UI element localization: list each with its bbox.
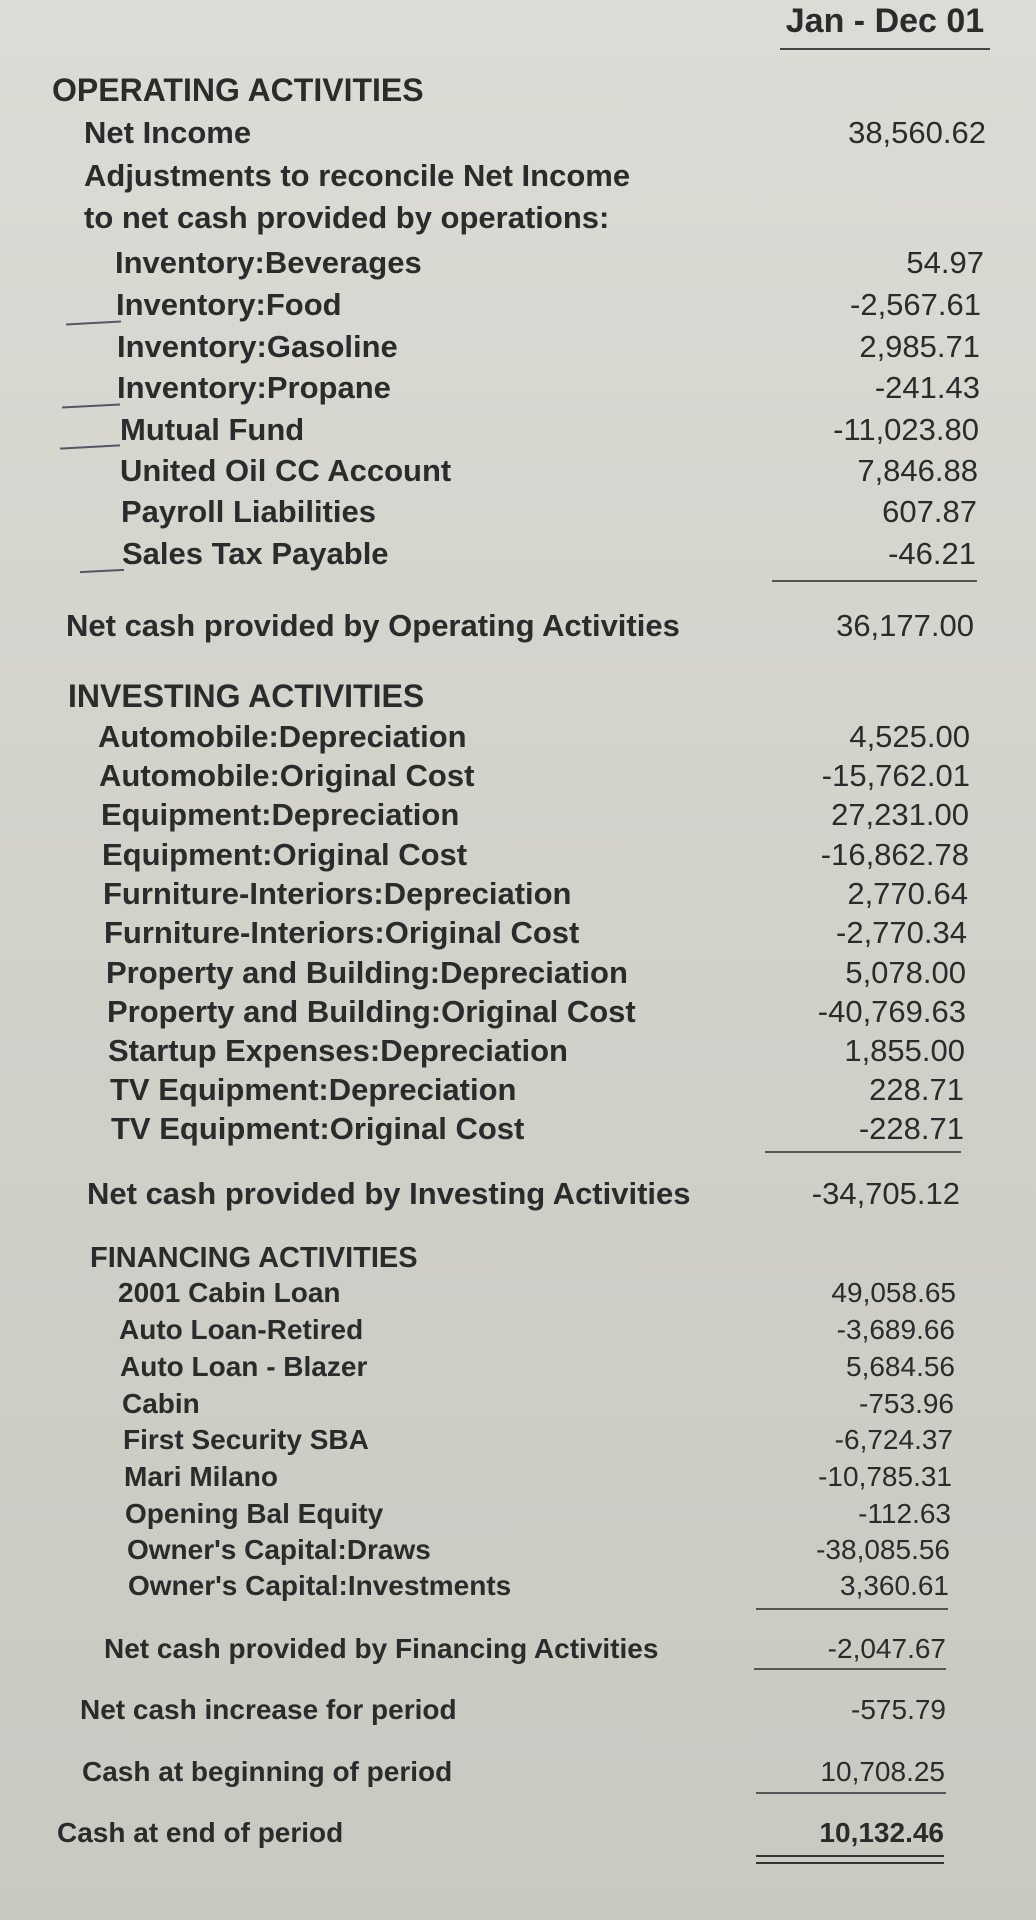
investing-item-amount: 5,078.00 (845, 955, 966, 990)
investing-item-label: Furniture-Interiors:Original Cost (104, 915, 580, 950)
financing-item-amount: -6,724.37 (834, 1424, 953, 1455)
cash-end-amount: 10,132.46 (819, 1817, 944, 1848)
financing-item-amount: 49,058.65 (831, 1277, 956, 1308)
adjustments-row-2 (0, 198, 1036, 238)
financing-item-amount: -112.63 (858, 1498, 951, 1529)
investing-item-row (0, 1109, 1036, 1149)
investing-item-row (0, 874, 1036, 914)
operating-heading-row (0, 70, 1036, 110)
operating-item-label: Inventory:Gasoline (117, 329, 398, 364)
operating-item-label: Inventory:Propane (117, 370, 391, 405)
financing-item-label: Owner's Capital:Draws (127, 1534, 431, 1565)
financing-total-label: Net cash provided by Financing Activities (104, 1633, 659, 1664)
financing-total-rule (754, 1668, 946, 1670)
investing-total-row (0, 1174, 1036, 1214)
cash-beginning-label: Cash at beginning of period (82, 1756, 453, 1787)
grand-total-double-rule (756, 1855, 944, 1864)
financing-item-row (0, 1530, 1036, 1570)
operating-item-label: Inventory:Food (116, 287, 342, 322)
financing-subtotal-rule (756, 1608, 948, 1610)
financing-item-amount: 5,684.56 (846, 1351, 955, 1382)
operating-total-amount: 36,177.00 (836, 608, 974, 643)
operating-item-amount: -46.21 (888, 536, 976, 571)
financing-item-row (0, 1347, 1036, 1387)
net-income-label: Net Income (84, 115, 252, 150)
net-income-amount: 38,560.62 (848, 115, 986, 150)
operating-item-amount: -241.43 (874, 370, 980, 405)
investing-item-row (0, 795, 1036, 835)
financing-item-label: First Security SBA (123, 1424, 369, 1455)
investing-item-amount: 2,770.64 (847, 876, 968, 911)
financing-total-amount: -2,047.67 (827, 1633, 946, 1664)
investing-item-amount: 1,855.00 (844, 1033, 965, 1068)
financing-item-amount: -10,785.31 (818, 1461, 952, 1492)
financing-item-label: Owner's Capital:Investments (128, 1570, 512, 1601)
net-increase-amount: -575.79 (851, 1694, 946, 1725)
investing-item-row (0, 953, 1036, 993)
adjustments-row-1 (0, 156, 1036, 196)
financing-item-label: Cabin (122, 1388, 200, 1419)
financing-item-label: 2001 Cabin Loan (118, 1277, 341, 1308)
financing-item-label: Opening Bal Equity (125, 1498, 384, 1529)
operating-item-amount: 607.87 (882, 494, 977, 529)
investing-item-row (0, 835, 1036, 875)
financing-item-row (0, 1310, 1036, 1350)
operating-item-row (0, 243, 1036, 283)
operating-item-amount: 54.97 (906, 245, 984, 280)
investing-item-amount: -16,862.78 (820, 837, 969, 872)
operating-total-label: Net cash provided by Operating Activities (66, 608, 680, 643)
operating-item-amount: 7,846.88 (857, 453, 978, 488)
investing-item-amount: 27,231.00 (831, 797, 969, 832)
financing-item-amount: -753.96 (859, 1388, 954, 1419)
investing-total-amount: -34,705.12 (811, 1176, 960, 1211)
financing-item-amount: -3,689.66 (836, 1314, 955, 1345)
investing-item-row (0, 1070, 1036, 1110)
operating-item-row (0, 368, 1036, 408)
operating-item-row (0, 534, 1036, 574)
investing-item-row (0, 992, 1036, 1032)
financing-item-row (0, 1273, 1036, 1313)
operating-item-row (0, 451, 1036, 491)
financing-heading-row (0, 1238, 1036, 1278)
net-income-row (0, 113, 1036, 153)
investing-item-label: Furniture-Interiors:Depreciation (103, 876, 572, 911)
operating-item-label: Payroll Liabilities (121, 494, 376, 529)
financing-item-row (0, 1384, 1036, 1424)
financing-item-label: Mari Milano (124, 1461, 279, 1492)
investing-item-amount: -40,769.63 (817, 994, 966, 1029)
investing-item-label: TV Equipment:Original Cost (111, 1111, 525, 1146)
investing-item-label: Automobile:Depreciation (98, 719, 467, 754)
operating-item-row (0, 285, 1036, 325)
net-increase-label: Net cash increase for period (80, 1694, 457, 1725)
investing-item-label: Automobile:Original Cost (99, 758, 475, 793)
investing-item-label: Equipment:Original Cost (102, 837, 468, 872)
operating-item-label: Sales Tax Payable (122, 536, 389, 571)
financing-heading: FINANCING ACTIVITIES (90, 1242, 418, 1274)
investing-item-amount: 228.71 (869, 1072, 964, 1107)
investing-item-row (0, 1031, 1036, 1071)
adjustments-label-1: Adjustments to reconcile Net Income (84, 158, 631, 193)
operating-item-row (0, 492, 1036, 532)
cash-end-label: Cash at end of period (57, 1817, 344, 1848)
investing-item-label: Property and Building:Depreciation (106, 955, 628, 990)
operating-item-row (0, 327, 1036, 367)
operating-subtotal-rule (772, 580, 977, 582)
operating-item-row (0, 410, 1036, 450)
investing-heading-row (0, 676, 1036, 716)
financing-total-row (0, 1629, 1036, 1669)
investing-item-label: Equipment:Depreciation (101, 797, 460, 832)
beginning-cash-rule (756, 1792, 946, 1794)
operating-heading: OPERATING ACTIVITIES (52, 72, 424, 108)
investing-item-label: Property and Building:Original Cost (107, 994, 636, 1029)
operating-item-amount: 2,985.71 (859, 329, 980, 364)
investing-item-label: Startup Expenses:Depreciation (108, 1033, 568, 1068)
operating-item-amount: -11,023.80 (833, 412, 979, 447)
operating-total-row (0, 606, 1036, 646)
operating-item-label: United Oil CC Account (120, 453, 452, 488)
financing-item-label: Auto Loan - Blazer (120, 1351, 368, 1382)
investing-item-row (0, 717, 1036, 757)
adjustments-label-2: to net cash provided by operations: (84, 200, 610, 235)
cash-beginning-row (0, 1752, 1036, 1792)
investing-item-amount: -2,770.34 (836, 915, 967, 950)
financing-item-row (0, 1457, 1036, 1497)
operating-item-label: Inventory:Beverages (115, 245, 422, 280)
investing-item-amount: -15,762.01 (821, 758, 970, 793)
financing-item-amount: -38,085.56 (816, 1534, 950, 1565)
investing-subtotal-rule (765, 1151, 961, 1153)
period-column-header: Jan - Dec 01 (780, 0, 990, 50)
financing-item-amount: 3,360.61 (840, 1570, 949, 1601)
investing-item-amount: 4,525.00 (849, 719, 970, 754)
operating-item-label: Mutual Fund (120, 412, 305, 447)
net-increase-row (0, 1690, 1036, 1730)
investing-item-row (0, 756, 1036, 796)
cash-end-row (0, 1813, 1036, 1853)
operating-item-amount: -2,567.61 (850, 287, 981, 322)
investing-total-label: Net cash provided by Investing Activities (87, 1176, 691, 1211)
investing-item-row (0, 913, 1036, 953)
investing-item-label: TV Equipment:Depreciation (110, 1072, 517, 1107)
financing-item-row (0, 1566, 1036, 1606)
investing-heading: INVESTING ACTIVITIES (68, 678, 425, 714)
financing-item-row (0, 1494, 1036, 1534)
financing-item-label: Auto Loan-Retired (119, 1314, 364, 1345)
cash-beginning-amount: 10,708.25 (820, 1756, 945, 1787)
financing-item-row (0, 1420, 1036, 1460)
investing-item-amount: -228.71 (858, 1111, 964, 1146)
